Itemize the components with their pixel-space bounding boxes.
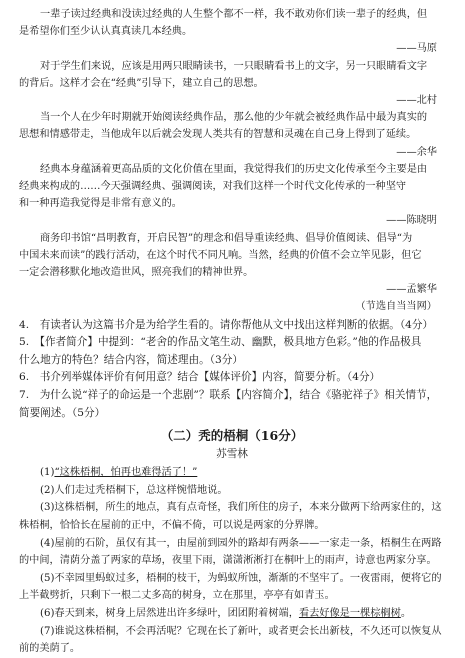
text-line: 思想和情感带走，当他成年以后就会发现人类共有的智慧和灵魂在自己身上得到了延续。 bbox=[19, 129, 417, 141]
paragraph-5: (5)不幸园里蚂蚁过多，梧桐的枝干，为蚂蚁所蚀，渐渐的不坚牢了。一夜雷雨，便将它的上半截劈折，只剩下一根二丈多高的树身，立在那里，亭亭有如青玉。 bbox=[19, 572, 442, 602]
text-line: 一辈子读过经典和没读过经典的人生整个都不一样，我不敢劝你们读一辈子的经典，但 bbox=[40, 9, 428, 20]
text-line: 一定会潜移默化地改造世风，照亮我们的精神世界。 bbox=[19, 267, 254, 279]
paragraph-6: (6)春天到来，树身上居然进出许多绿叶，团团附着树端，看去好像是一棵棕榈树。 bbox=[40, 607, 411, 619]
paragraph-3: (3)这株梧桐，所生的地点，真有点奇怪，我们所住的房子，本来分做两下给两家住的，这株梧桐，恰恰长在屋前的正中，不偏不倚，可以说是两家的分界牌。 bbox=[19, 502, 442, 531]
underlined-phrase: 看去好像是一棵棕榈树 bbox=[298, 607, 401, 619]
paragraph-2: (2)人们走过秃梧桐下，总这样惋惜地说。 bbox=[40, 484, 228, 496]
question-7: 7. 为什么说“祥子的命运是一个悲剧”？联系【内容简介】，结合《骆驼祥子》相关情节， bbox=[19, 389, 438, 402]
text-line: 经典来构成的……今天强调经典、强调阅读，对我们这样一个时代文化传承的一种坚守 bbox=[19, 181, 407, 193]
text-line: 当一个人在少年时期就开始阅读经典作品，那么他的少年就会被经典作品中最为真实的 bbox=[40, 112, 428, 124]
text-line: 经典本身蕴涵着更高品质的文化价值在里面，我觉得我们的历史文化传承至今主要是由 bbox=[40, 163, 428, 175]
question-7-cont: 简要阐述。（5分） bbox=[19, 406, 106, 419]
underlined-sentence: “这株梧桐，怕再也难得活了！” bbox=[54, 467, 198, 479]
question-5-cont: 什么地方的特色？结合内容，简述理由。（3分） bbox=[19, 353, 243, 366]
passage-quotes bbox=[19, 6, 445, 316]
text-line: 和一种再造我觉得是非常有意义的。 bbox=[19, 198, 182, 210]
paragraph-7: (7)谁说这株梧桐，不会再活呢？它现在长了新叶，或者更会长出新枝，不久还可以恢复从前的美荫了。 bbox=[19, 625, 442, 655]
text-line: 商务印书馆“昌明教育，开启民智”的理念和倡导重读经典、倡导价值阅读、倡导“为 bbox=[40, 232, 413, 244]
article-body bbox=[19, 464, 445, 658]
text-line: 是希望你们至少认认真真读几本经典。 bbox=[19, 26, 193, 38]
text-line: 的背后。这样才会在“经典”引导下，建立自己的思想。 bbox=[19, 77, 264, 89]
question-4: 4. 有读者认为这篇书介是为给学生看的。请你帮他从文中找出这样判断的依据。（4分） bbox=[19, 318, 434, 331]
author-name: 苏雪林 bbox=[216, 448, 248, 461]
section-title: （二）秃的梧桐（16分） bbox=[160, 428, 304, 444]
attribution: ——马原 bbox=[396, 43, 437, 55]
attribution: ——陈晓明 bbox=[386, 215, 437, 227]
question-6: 6. 书介列举媒体评价有何用意？结合【媒体评价】内容，简要分析。（4分） bbox=[19, 371, 381, 384]
text-line: 中国未来而读”的践行活动，在这个时代不同凡响。当然，经典的价值不会立竿见影，但它 bbox=[19, 249, 422, 261]
attribution: ——北村 bbox=[396, 95, 437, 107]
attribution: ——孟繁华 bbox=[386, 284, 437, 296]
question-5: 5. 【作者简介】中提到：“老舍的作品文笔生动、幽默，极具地方色彩。”他的作品极具 bbox=[19, 336, 422, 349]
source-note: （节选自当当网） bbox=[355, 301, 437, 313]
paragraph-1: (1)“这株梧桐，怕再也难得活了！” bbox=[40, 467, 198, 479]
paragraph-4: (4)屋前的石阶，虽仅有其一，由屋前到园外的路却有两条——一家走一条，梧桐生在两路的中间，清荫分盖了两家的草场，夜里下雨，潇潇淅淅打在桐叶上的雨声，诗意也两家分享。 bbox=[19, 537, 442, 567]
attribution: ——余华 bbox=[396, 146, 437, 158]
question-list bbox=[19, 317, 445, 423]
text-line: 对于学生们来说，应该是用两只眼睛读书，一只眼睛看书上的文字，另一只眼睛看文字 bbox=[40, 60, 428, 72]
